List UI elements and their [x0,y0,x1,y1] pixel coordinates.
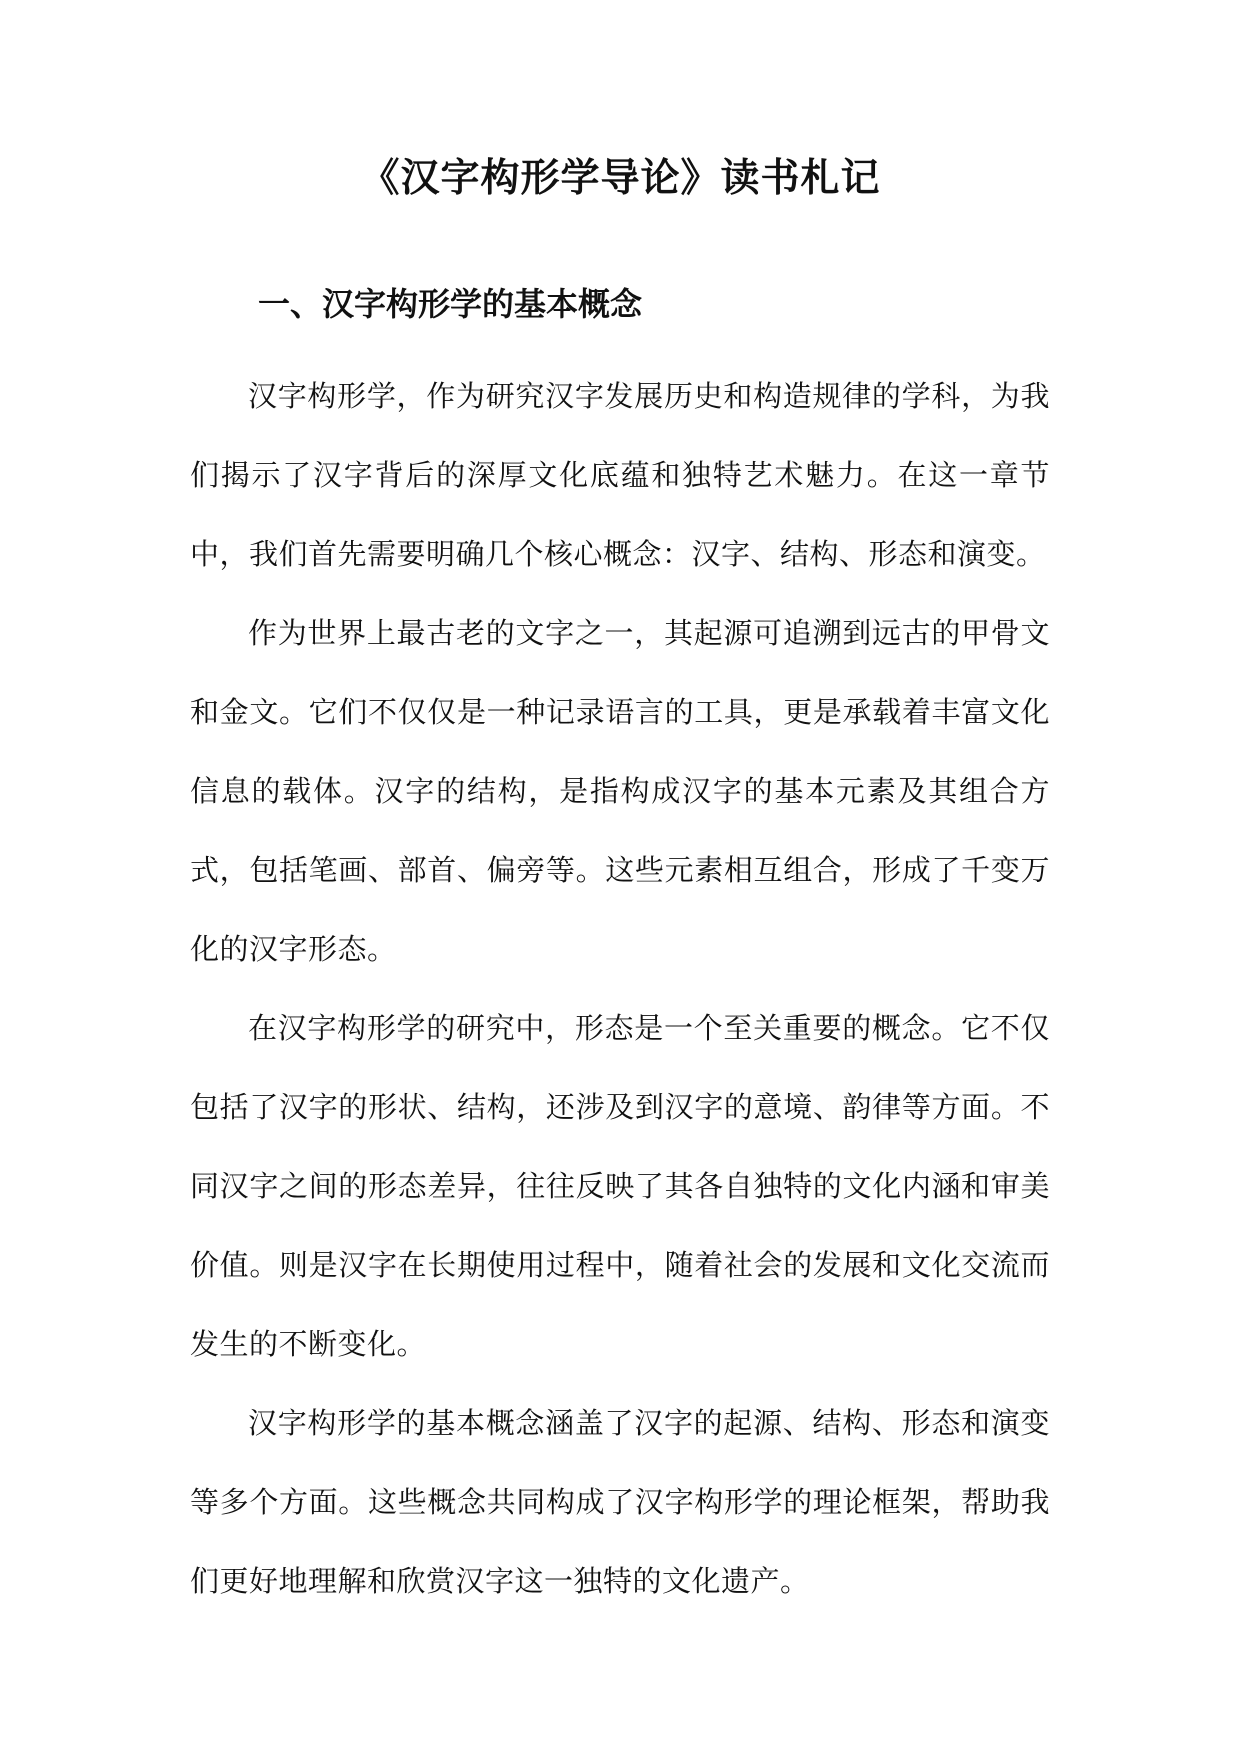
paragraph: 汉字构形学，作为研究汉字发展历史和构造规律的学科，为我们揭示了汉字背后的深厚文化底蕴和独特艺术魅力。在这一章节中，我们首先需要明确几个核心概念：汉字、结构、形态和演变。 [190,379,1050,571]
paragraph: 汉字构形学的基本概念涵盖了汉字的起源、结构、形态和演变等多个方面。这些概念共同构成了汉字构形学的理论框架，帮助我们更好地理解和欣赏汉字这一独特的文化遗产。 [190,1406,1050,1598]
paragraph: 作为世界上最古老的文字之一，其起源可追溯到远古的甲骨文和金文。它们不仅仅是一种记录语言的工具，更是承载着丰富文化信息的载体。汉字的结构，是指构成汉字的基本元素及其组合方式，包括笔画、部首、偏旁等。这些元素相互组合，形成了千变万化的汉字形态。 [190,616,1050,966]
document-body [190,357,1050,1621]
document-title: 《汉字构形学导论》读书札记 [360,155,881,201]
section-heading: 一、汉字构形学的基本概念 [258,285,643,323]
paragraph: 在汉字构形学的研究中，形态是一个至关重要的概念。它不仅包括了汉字的形状、结构，还涉及到汉字的意境、韵律等方面。不同汉字之间的形态差异，往往反映了其各自独特的文化内涵和审美价值。则是汉字在长期使用过程中，随着社会的发展和文化交流而发生的不断变化。 [190,1011,1050,1361]
